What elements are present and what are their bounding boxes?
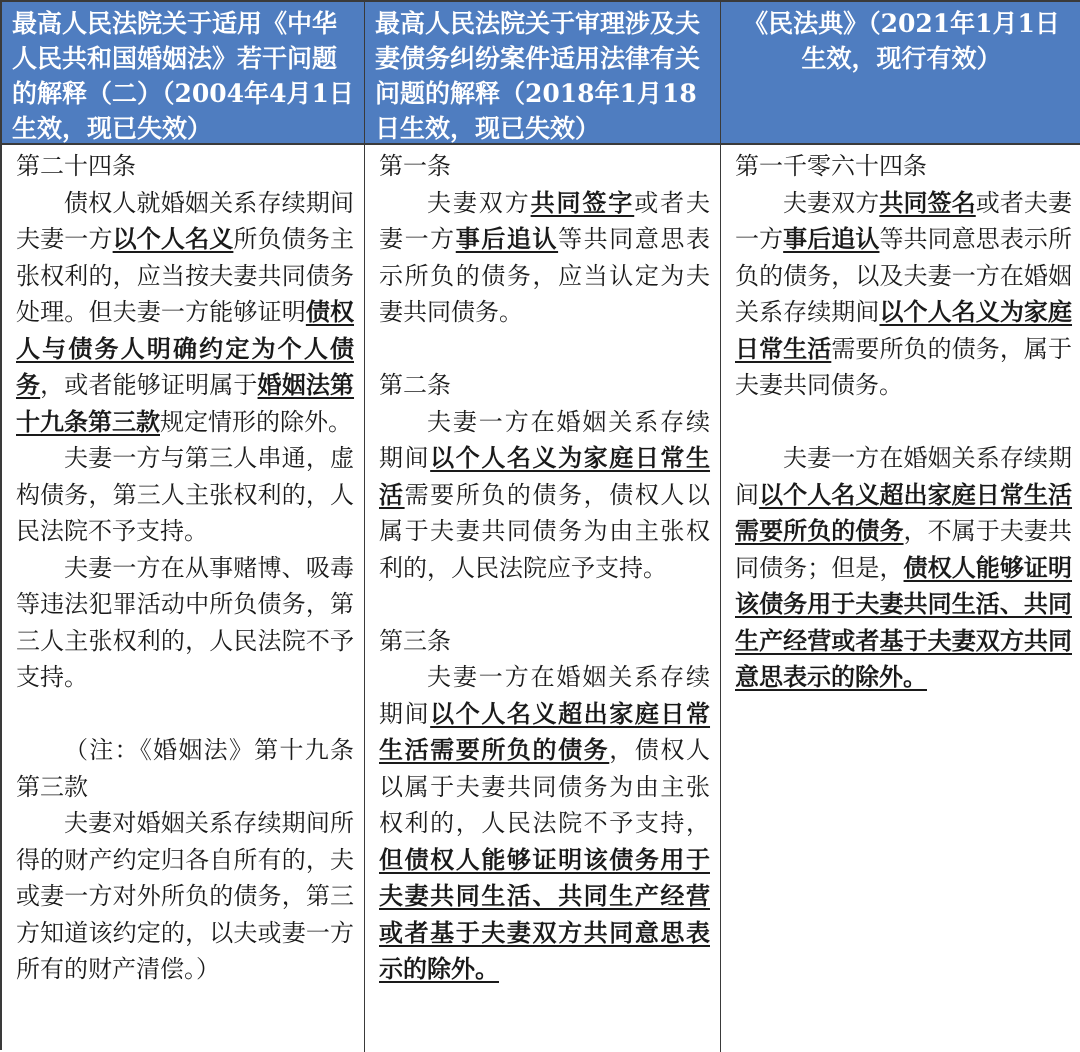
article-paragraph <box>735 185 1072 404</box>
text-run: 债权人就婚姻关系存续期间夫妻一方 <box>16 188 354 253</box>
emphasis-text: 以个人名义超出家庭日常生活需要所负的债务 <box>735 479 1073 545</box>
article-heading: 第二十四条 <box>16 152 136 180</box>
emphasis-text: 债权人能够证明该债务用于夫妻共同生活、共同生产经营或者基于夫妻双方共同意思表示的除外。 <box>735 552 1073 691</box>
emphasis-text: 以个人名义为家庭日常生活 <box>379 443 711 509</box>
text-run: 需要所负的债务，债权人以属于夫妻共同债务为由主张权利的，人民法院应予支持。 <box>379 480 711 582</box>
article-paragraph: 夫妻一方在从事赌博、吸毒等违法犯罪活动中所负债务，第三人主张权利的，人民法院不予支持。 <box>16 553 354 691</box>
spacer <box>379 586 710 623</box>
emphasis-text: 事后追认 <box>783 224 880 253</box>
header-col-civil-code: 《民法典》（2021年1月1日生效，现行有效） <box>721 2 1080 145</box>
article-heading: 第一千零六十四条 <box>735 152 927 180</box>
note-body: 夫妻对婚姻关系存续期间所得的财产约定归各自所有的，夫或妻一方对外所负的债务，第三方知道该约定的，以夫或妻一方所有的财产清偿。） <box>16 809 354 983</box>
note-intro: （注：《婚姻法》第十九条第三款 <box>16 736 354 801</box>
text-run: 规定情形的除外。 <box>160 407 352 436</box>
emphasis-text: 以个人名义超出家庭日常生活需要所负的债务 <box>379 698 711 764</box>
article-paragraph: 夫妻一方与第三人串通，虚构债务，第三人主张权利的，人民法院不予支持。 <box>16 444 354 545</box>
text-run: 需要所负的债务，属于夫妻共同债务。 <box>735 334 1073 399</box>
text-run: 或者夫妻一方 <box>379 188 711 253</box>
text-run: 等共同意思表示所负的债务，应当认定为夫妻共同债务。 <box>379 225 711 326</box>
text-run: 或者夫妻一方 <box>735 188 1073 253</box>
text-run: 夫妻一方在婚姻关系存续期间 <box>735 444 1072 509</box>
article-paragraph <box>379 659 710 988</box>
text-run: 夫妻双方 <box>427 188 531 217</box>
text-run: 所负债务主张权利的，应当按夫妻共同债务处理。但夫妻一方能够证明 <box>16 225 355 326</box>
text-run: 夫妻双方 <box>783 188 880 217</box>
spacer <box>735 404 1072 441</box>
text-run: ，债权人以属于夫妻共同债务为由主张权利的，人民法院不予支持， <box>379 736 710 837</box>
emphasis-text: 事后追认 <box>455 224 559 253</box>
article-heading: 第三条 <box>379 626 451 655</box>
text-run: ，不属于夫妻共同债务；但是， <box>735 517 1073 582</box>
body-col-interpretation-2018 <box>365 145 721 1052</box>
article-heading: 第一条 <box>379 152 451 180</box>
text-run: 夫妻一方在婚姻关系存续期间 <box>379 407 710 472</box>
body-col-interpretation-2004 <box>2 145 365 1052</box>
body-col-civil-code <box>721 145 1080 1052</box>
emphasis-text: 共同签字 <box>530 187 635 217</box>
article-paragraph <box>379 185 710 331</box>
article-paragraph <box>379 404 710 587</box>
text-run: 夫妻一方在婚姻关系存续期间 <box>379 663 710 728</box>
emphasis-text: 以个人名义 <box>112 224 234 253</box>
article-heading: 第二条 <box>379 371 451 399</box>
header-col-interpretation-2004: 最高人民法院关于适用《中华人民共和国婚姻法》若干问题的解释（二）（2004年4月1日生效，现已失效） <box>2 2 365 145</box>
emphasis-text: 共同签名 <box>879 187 976 217</box>
emphasis-text: 但债权人能够证明该债务用于夫妻共同生活、共同生产经营或者基于夫妻双方共同意思表示的除外。 <box>379 844 710 983</box>
article-paragraph <box>16 185 354 441</box>
spacer <box>16 696 354 733</box>
text-run: ，或者能够证明属于 <box>40 371 258 399</box>
article-paragraph <box>735 440 1072 696</box>
emphasis-text: 债权人与债务人明确约定为个人债务 <box>16 297 355 399</box>
header-col-interpretation-2018: 最高人民法院关于审理涉及夫妻债务纠纷案件适用法律有关问题的解释（2018年1月18日生效，现已失效） <box>365 2 721 145</box>
emphasis-text: 以个人名义为家庭日常生活 <box>735 297 1073 363</box>
spacer <box>379 331 710 368</box>
emphasis-text: 婚姻法第十九条第三款 <box>16 370 355 436</box>
text-run: 等共同意思表示所负的债务，以及夫妻一方在婚姻关系存续期间 <box>735 225 1073 326</box>
